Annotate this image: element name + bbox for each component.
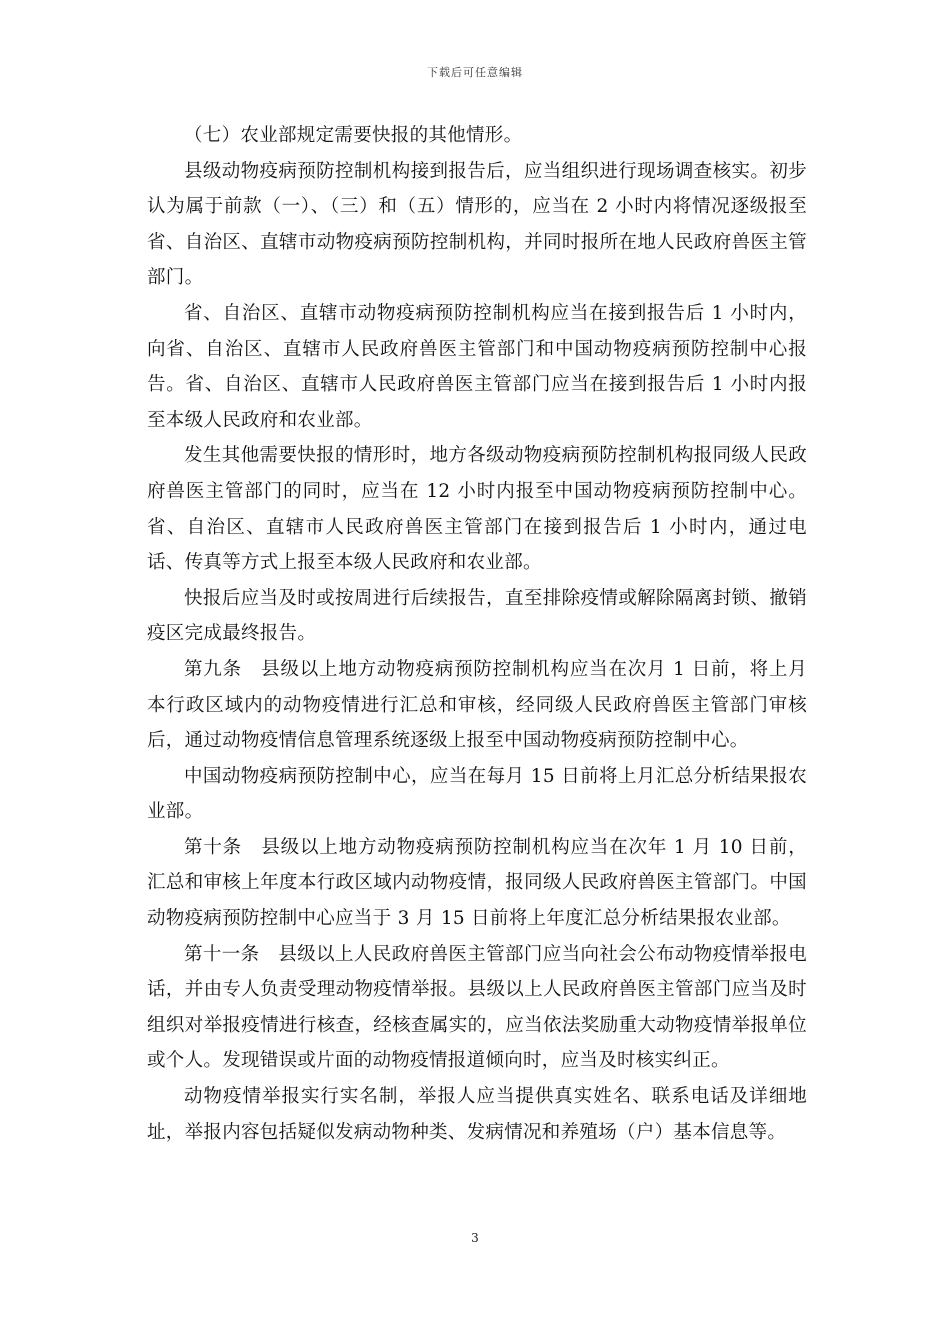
page-number: 3 (471, 1231, 479, 1245)
paragraph: 第十条 县级以上地方动物疫病预防控制机构应当在次年 1 月 10 日前，汇总和审核上年度本行政区域内动物疫情，报同级人民政府兽医主管部门。中国动物疫病预防控制中心应当于 3 月 15 日前将上年度汇总分析结果报农业部。 (147, 836, 807, 930)
paragraph: （七）农业部规定需要快报的其他情形。 (184, 125, 523, 146)
page-header: 下载后可任意编辑 (427, 66, 523, 79)
document-body (147, 118, 807, 1150)
paragraph: 动物疫情举报实行实名制，举报人应当提供真实姓名、联系电话及详细地址，举报内容包括疑似发病动物种类、发病情况和养殖场（户）基本信息等。 (147, 1086, 807, 1143)
paragraph: 第九条 县级以上地方动物疫病预防控制机构应当在次月 1 日前，将上月本行政区域内的动物疫情进行汇总和审核，经同级人民政府兽医主管部门审核后，通过动物疫情信息管理系统逐级上报至中国动物疫病预防控制中心。 (147, 658, 807, 752)
paragraph: 发生其他需要快报的情形时，地方各级动物疫病预防控制机构报同级人民政府兽医主管部门的同时，应当在 12 小时内报至中国动物疫病预防控制中心。省、自治区、直辖市人民政府兽医主管部门在接到报告后 1 小时内，通过电话、传真等方式上报至本级人民政府和农业部。 (147, 445, 807, 574)
paragraph: 省、自治区、直辖市动物疫病预防控制机构应当在接到报告后 1 小时内，向省、自治区、直辖市人民政府兽医主管部门和中国动物疫病预防控制中心报告。省、自治区、直辖市人民政府兽医主管部门应当在接到报告后 1 小时内报至本级人民政府和农业部。 (147, 302, 807, 431)
paragraph: 县级动物疫病预防控制机构接到报告后，应当组织进行现场调查核实。初步认为属于前款（一）、（三）和（五）情形的，应当在 2 小时内将情况逐级报至省、自治区、直辖市动物疫病预防控制机构，并同时报所在地人民政府兽医主管部门。 (147, 160, 807, 289)
paragraph: 快报后应当及时或按周进行后续报告，直至排除疫情或解除隔离封锁、撤销疫区完成最终报告。 (147, 587, 807, 645)
paragraph: 中国动物疫病预防控制中心，应当在每月 15 日前将上月汇总分析结果报农业部。 (147, 765, 807, 823)
paragraph: 第十一条 县级以上人民政府兽医主管部门应当向社会公布动物疫情举报电话，并由专人负责受理动物疫情举报。县级以上人民政府兽医主管部门应当及时组织对举报疫情进行核查，经核查属实的，应当依法奖励重大动物疫情举报单位或个人。发现错误或片面的动物疫情报道倾向时，应当及时核实纠正。 (147, 943, 807, 1072)
